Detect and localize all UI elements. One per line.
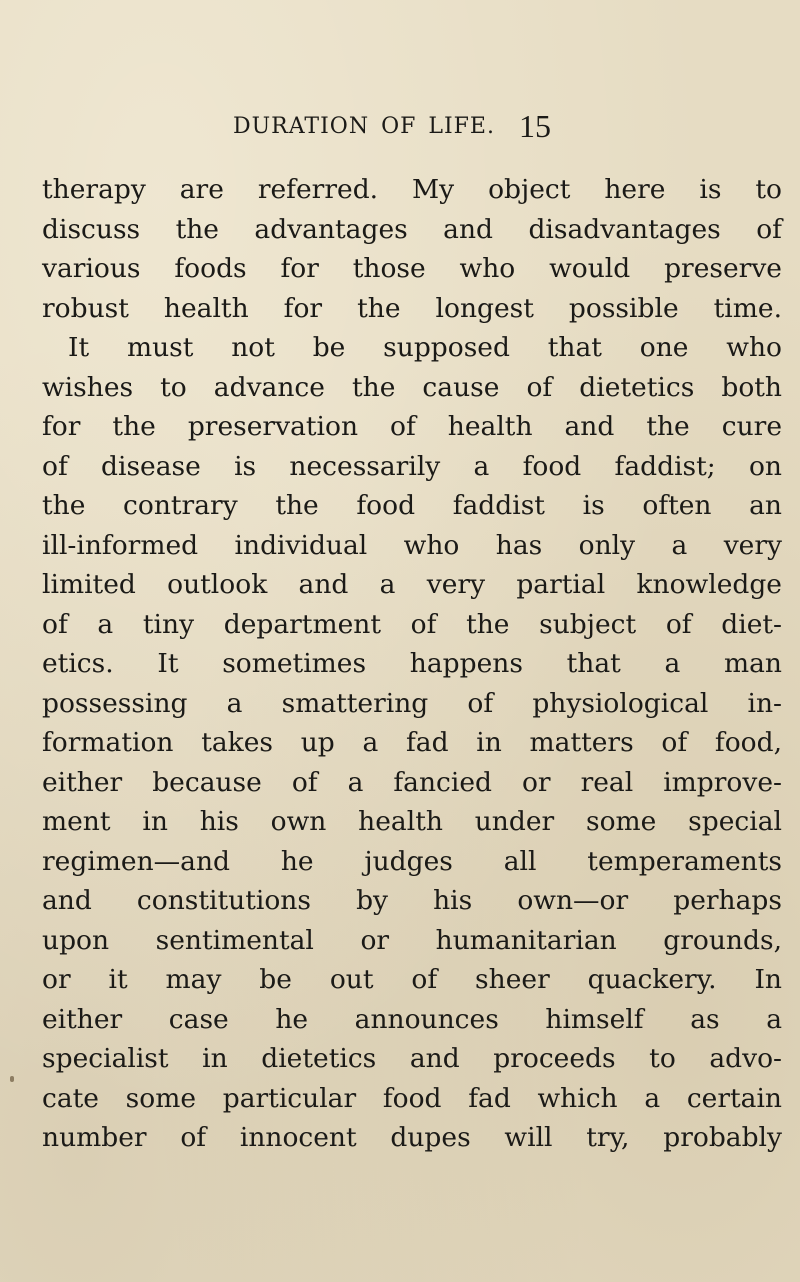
text-line: upon sentimental or humanitarian grounds, [42,924,782,956]
text-line: number of innocent dupes will try, probably [42,1122,782,1153]
text-line: ment in his own health under some special [42,806,782,837]
text-line: limited outlook and a very partial knowledge [42,569,782,600]
text-line: therapy are referred. My object here is to [42,174,782,205]
text-line: robust health for the longest possible time. [42,292,782,324]
text-line: for the preservation of health and the cure [42,411,782,442]
text-line: regimen—and he judges all temperaments [42,845,782,877]
text-line: either because of a fancied or real improve- [42,766,782,798]
text-line: possessing a smattering of physiological in- [42,687,782,719]
text-line: cate some particular food fad which a certain [42,1082,782,1114]
text-line: It must not be supposed that one who [68,332,782,363]
text-line: etics. It sometimes happens that a man [42,648,782,679]
text-line: wishes to advance the cause of dietetics both [42,371,782,403]
text-line: and constitutions by his own—or perhaps [42,885,782,916]
running-head [0,108,800,153]
text-line: specialist in dietetics and proceeds to advo- [42,1043,782,1074]
text-line: either case he announces himself as a [42,1003,782,1035]
text-line: formation takes up a fad in matters of food, [42,727,782,758]
text-line: discuss the advantages and disadvantages of [42,213,782,245]
body-text [42,170,782,1158]
text-line: of disease is necessarily a food faddist; on [42,450,782,482]
text-line: the contrary the food faddist is often an [42,490,782,521]
paper-speck [10,1076,14,1082]
text-line: of a tiny department of the subject of diet- [42,608,782,640]
text-line: various foods for those who would preserve [42,253,782,284]
running-head-title: DURATION OF LIFE. [233,114,495,139]
page-number: 15 [519,108,551,144]
text-line: or it may be out of sheer quackery. In [42,964,782,995]
text-line: ill-informed individual who has only a very [42,529,782,561]
